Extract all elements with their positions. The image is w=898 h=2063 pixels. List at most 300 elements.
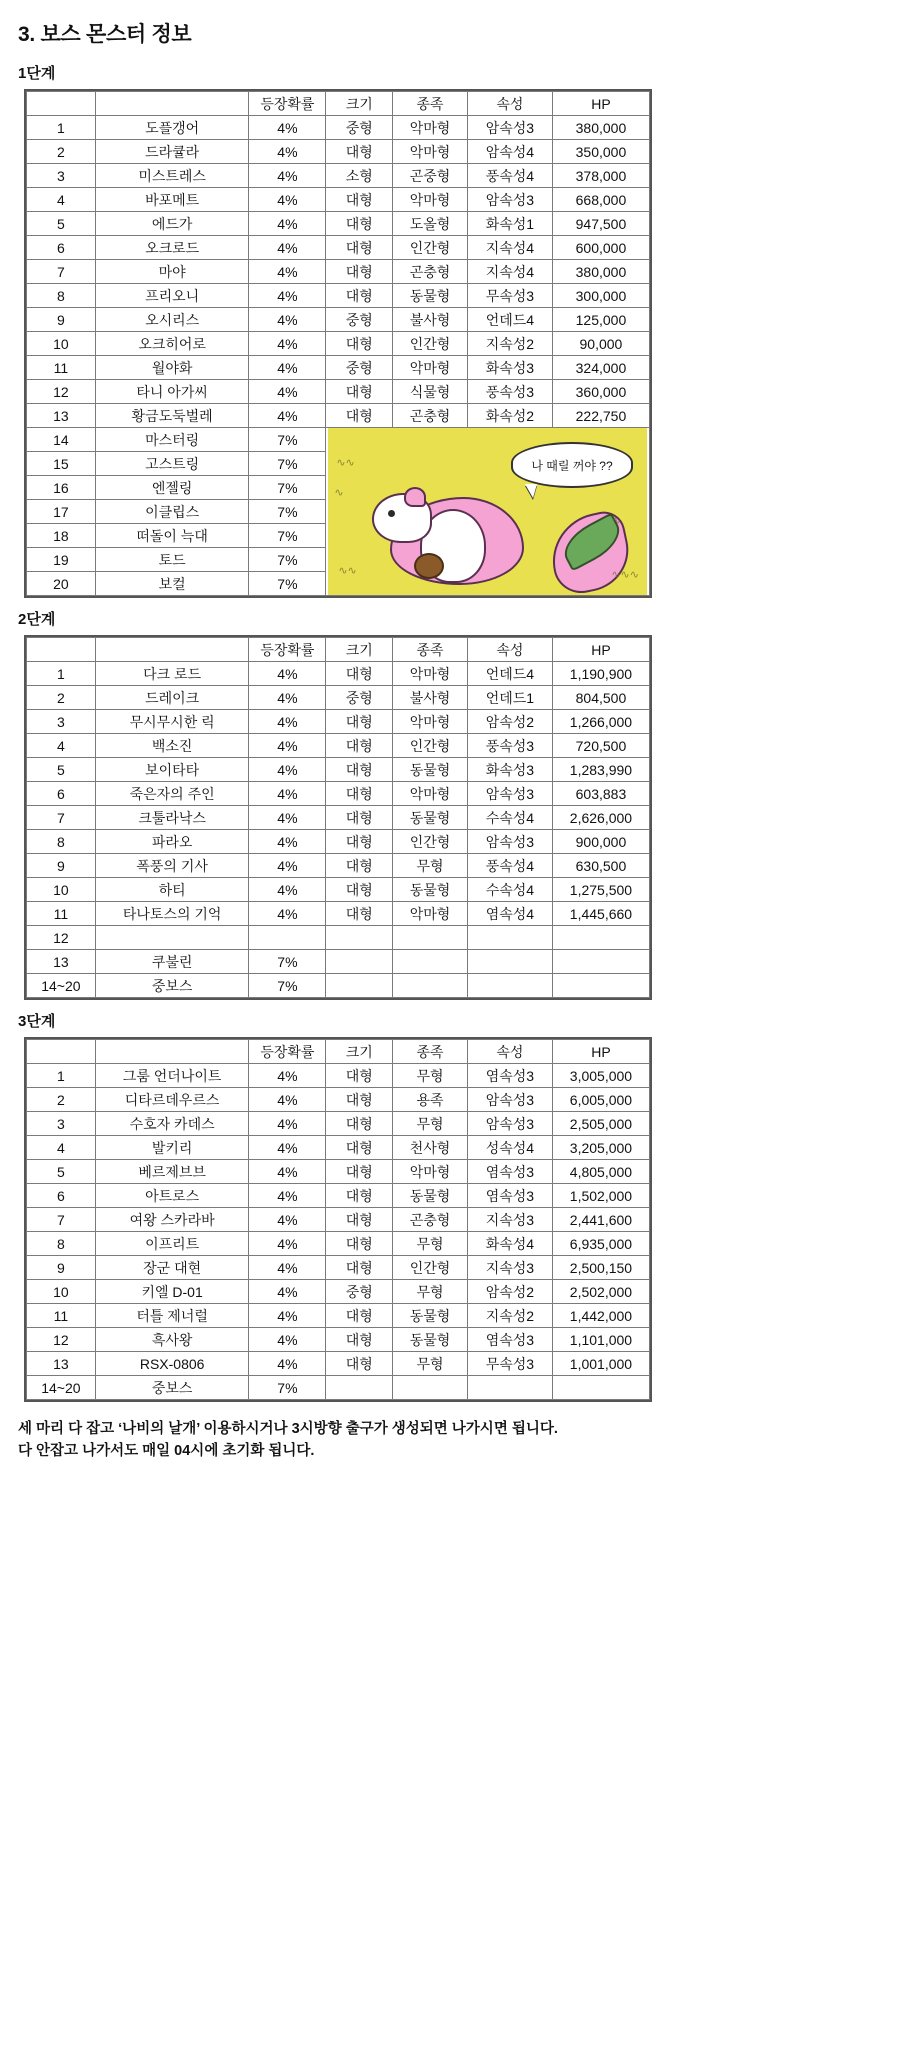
cell-rate: 7%: [249, 572, 326, 596]
cell-rate: 4%: [249, 1160, 326, 1184]
cell-hp: 300,000: [552, 284, 649, 308]
cell-index: 16: [27, 476, 96, 500]
cell-attr: 언데드4: [467, 308, 552, 332]
cell-index: 2: [27, 140, 96, 164]
cell-race: 무형: [393, 1280, 468, 1304]
cell-rate: 4%: [249, 308, 326, 332]
scribble-mark: ∿∿: [336, 457, 355, 469]
cell-rate: 4%: [249, 1184, 326, 1208]
cell-rate: 7%: [249, 452, 326, 476]
cell-name: 이클립스: [95, 500, 249, 524]
cell-attr: 염속성3: [467, 1160, 552, 1184]
cell-name: 다크 로드: [95, 662, 249, 686]
cell-index: 9: [27, 308, 96, 332]
cell-rate: 4%: [249, 1352, 326, 1376]
cell-index: 20: [27, 572, 96, 596]
table-row: [27, 188, 650, 212]
footer-note: [18, 1418, 898, 1463]
table-row: [27, 356, 650, 380]
cell-hp: 804,500: [552, 686, 649, 710]
cell-name: 쿠불린: [95, 950, 249, 974]
cell-hp: 3,005,000: [552, 1064, 649, 1088]
cell-index: 1: [27, 116, 96, 140]
cell-race: 악마형: [393, 140, 468, 164]
cell-hp: 1,101,000: [552, 1328, 649, 1352]
cell-size: 대형: [326, 140, 393, 164]
cell-attr: 암속성3: [467, 830, 552, 854]
column-header-name: [95, 1040, 249, 1064]
cell-race: 무형: [393, 1064, 468, 1088]
cell-name: 그룸 언더나이트: [95, 1064, 249, 1088]
cell-hp: 720,500: [552, 734, 649, 758]
cell-size: 대형: [326, 1160, 393, 1184]
cell-size: 대형: [326, 380, 393, 404]
cell-rate: 4%: [249, 164, 326, 188]
cell-race: 동물형: [393, 1184, 468, 1208]
cell-attr: 지속성2: [467, 332, 552, 356]
column-header-size: 크기: [326, 1040, 393, 1064]
cell-index: 8: [27, 284, 96, 308]
cell-race: [393, 926, 468, 950]
cell-rate: 4%: [249, 710, 326, 734]
column-header-hp: HP: [552, 1040, 649, 1064]
cell-hp: [552, 926, 649, 950]
column-header-size: 크기: [326, 92, 393, 116]
cell-name: 수호자 카데스: [95, 1112, 249, 1136]
table-header-row: [27, 1040, 650, 1064]
cell-hp: 2,626,000: [552, 806, 649, 830]
cell-index: 13: [27, 404, 96, 428]
cell-name: 오크로드: [95, 236, 249, 260]
cell-race: 도올형: [393, 212, 468, 236]
cell-hp: 3,205,000: [552, 1136, 649, 1160]
cell-index: 4: [27, 734, 96, 758]
table-row: [27, 854, 650, 878]
cell-size: 대형: [326, 758, 393, 782]
cell-size: 대형: [326, 1064, 393, 1088]
cell-name: 하티: [95, 878, 249, 902]
table-row: [27, 380, 650, 404]
cell-race: 천사형: [393, 1136, 468, 1160]
cell-index: 9: [27, 854, 96, 878]
cell-race: 인간형: [393, 332, 468, 356]
cell-rate: 4%: [249, 734, 326, 758]
cell-rate: 7%: [249, 476, 326, 500]
cell-hp: 1,445,660: [552, 902, 649, 926]
cell-index: 15: [27, 452, 96, 476]
cell-size: [326, 1376, 393, 1400]
column-header-rate: 등장확률: [249, 1040, 326, 1064]
cell-hp: [552, 950, 649, 974]
boss-table-stage2: [24, 635, 652, 1000]
cell-size: 중형: [326, 356, 393, 380]
table-row: [27, 332, 650, 356]
cell-index: 3: [27, 164, 96, 188]
table-row: [27, 428, 650, 452]
cell-size: 대형: [326, 662, 393, 686]
table-row: [27, 1352, 650, 1376]
cell-rate: [249, 926, 326, 950]
cell-name: 장군 대현: [95, 1256, 249, 1280]
cell-name: 무시무시한 릭: [95, 710, 249, 734]
cell-race: 동물형: [393, 758, 468, 782]
squirrel-ear: [404, 487, 426, 507]
cell-name: 파라오: [95, 830, 249, 854]
cell-hp: 380,000: [552, 260, 649, 284]
scribble-mark: ∿∿: [338, 565, 357, 577]
cell-attr: 염속성3: [467, 1184, 552, 1208]
cell-race: 곤충형: [393, 404, 468, 428]
table-row: [27, 806, 650, 830]
cell-attr: [467, 1376, 552, 1400]
column-header-name: [95, 638, 249, 662]
table-row: [27, 1208, 650, 1232]
cell-rate: 7%: [249, 524, 326, 548]
page-title: 3. 보스 몬스터 정보: [18, 23, 192, 46]
cell-size: 대형: [326, 878, 393, 902]
column-header-index: [27, 638, 96, 662]
cell-hp: [552, 974, 649, 998]
cell-attr: [467, 950, 552, 974]
cell-attr: 언데드4: [467, 662, 552, 686]
cell-rate: 4%: [249, 188, 326, 212]
cell-attr: 암속성3: [467, 116, 552, 140]
table-row: [27, 926, 650, 950]
cell-size: 대형: [326, 1136, 393, 1160]
cell-name: 백소진: [95, 734, 249, 758]
cell-race: 무형: [393, 1352, 468, 1376]
table-row: [27, 782, 650, 806]
cell-size: 대형: [326, 1208, 393, 1232]
cell-hp: 947,500: [552, 212, 649, 236]
cell-name: [95, 926, 249, 950]
cell-attr: 암속성3: [467, 1088, 552, 1112]
squirrel-meme-image: [326, 428, 650, 596]
cell-race: 인간형: [393, 1256, 468, 1280]
cell-name: 폭풍의 기사: [95, 854, 249, 878]
cell-name: 타나토스의 기억: [95, 902, 249, 926]
cell-size: 대형: [326, 734, 393, 758]
cell-rate: 4%: [249, 236, 326, 260]
cell-race: 무형: [393, 1112, 468, 1136]
cell-race: [393, 1376, 468, 1400]
footer-line-1: 세 마리 다 잡고 ‘나비의 날개’ 이용하시거나 3시방향 출구가 생성되면 나가시면 됩니다.: [18, 1421, 558, 1437]
cell-size: 중형: [326, 308, 393, 332]
cell-index: 1: [27, 1064, 96, 1088]
cell-name: 중보스: [95, 1376, 249, 1400]
cell-index: 10: [27, 1280, 96, 1304]
table-row: [27, 1304, 650, 1328]
table-row: [27, 1088, 650, 1112]
column-header-size: 크기: [326, 638, 393, 662]
cell-hp: 2,505,000: [552, 1112, 649, 1136]
cell-rate: 4%: [249, 332, 326, 356]
cell-attr: 암속성2: [467, 710, 552, 734]
column-header-attr: 속성: [467, 1040, 552, 1064]
cell-name: 미스트레스: [95, 164, 249, 188]
table-row: [27, 164, 650, 188]
table-row: [27, 1376, 650, 1400]
cell-name: 발키리: [95, 1136, 249, 1160]
cell-hp: 1,190,900: [552, 662, 649, 686]
cell-index: 10: [27, 878, 96, 902]
cell-race: 곤중형: [393, 164, 468, 188]
cell-attr: 지속성3: [467, 1256, 552, 1280]
cell-index: 5: [27, 758, 96, 782]
cell-race: [393, 950, 468, 974]
cell-index: 3: [27, 710, 96, 734]
cell-rate: 4%: [249, 1064, 326, 1088]
cell-name: 마스터링: [95, 428, 249, 452]
cell-race: [393, 974, 468, 998]
cell-rate: 4%: [249, 1304, 326, 1328]
cell-hp: [552, 1376, 649, 1400]
cell-attr: 화속성3: [467, 356, 552, 380]
cell-size: 대형: [326, 1304, 393, 1328]
cell-index: 6: [27, 782, 96, 806]
cell-index: 1: [27, 662, 96, 686]
cell-hp: 600,000: [552, 236, 649, 260]
cell-attr: 무속성3: [467, 1352, 552, 1376]
cell-race: 불사형: [393, 308, 468, 332]
cell-name: 토드: [95, 548, 249, 572]
cell-name: 도플갱어: [95, 116, 249, 140]
column-header-name: [95, 92, 249, 116]
cell-race: 용족: [393, 1088, 468, 1112]
cell-race: 동물형: [393, 806, 468, 830]
cell-race: 곤충형: [393, 260, 468, 284]
cell-rate: 7%: [249, 548, 326, 572]
cell-index: 9: [27, 1256, 96, 1280]
table-row: [27, 686, 650, 710]
cell-index: 4: [27, 1136, 96, 1160]
column-header-race: 종족: [393, 1040, 468, 1064]
cell-race: 무형: [393, 1232, 468, 1256]
cell-size: 중형: [326, 1280, 393, 1304]
cell-name: 디타르데우르스: [95, 1088, 249, 1112]
cell-index: 13: [27, 950, 96, 974]
table-row: [27, 404, 650, 428]
cell-rate: 7%: [249, 428, 326, 452]
cell-rate: 4%: [249, 1088, 326, 1112]
cell-size: 소형: [326, 164, 393, 188]
cell-index: 19: [27, 548, 96, 572]
cell-size: [326, 974, 393, 998]
cell-rate: 4%: [249, 1112, 326, 1136]
cell-hp: 900,000: [552, 830, 649, 854]
cell-hp: 630,500: [552, 854, 649, 878]
cell-rate: 4%: [249, 140, 326, 164]
cell-name: 월야화: [95, 356, 249, 380]
cell-rate: 4%: [249, 356, 326, 380]
cell-size: 대형: [326, 188, 393, 212]
cell-index: 12: [27, 1328, 96, 1352]
table-row: [27, 212, 650, 236]
cell-hp: 6,935,000: [552, 1232, 649, 1256]
cell-rate: 4%: [249, 1328, 326, 1352]
cell-attr: 풍속성3: [467, 734, 552, 758]
table-row: [27, 710, 650, 734]
cell-index: 10: [27, 332, 96, 356]
cell-rate: 4%: [249, 260, 326, 284]
cell-attr: 염속성3: [467, 1064, 552, 1088]
cell-name: 키엘 D-01: [95, 1280, 249, 1304]
column-header-race: 종족: [393, 92, 468, 116]
cell-attr: 암속성4: [467, 140, 552, 164]
table-row: [27, 236, 650, 260]
cell-size: 대형: [326, 710, 393, 734]
cell-attr: 수속성4: [467, 878, 552, 902]
cell-name: 여왕 스카라바: [95, 1208, 249, 1232]
cell-race: 악마형: [393, 902, 468, 926]
cell-hp: 1,001,000: [552, 1352, 649, 1376]
cell-race: 동물형: [393, 878, 468, 902]
cell-hp: 90,000: [552, 332, 649, 356]
cell-index: 2: [27, 686, 96, 710]
cell-hp: 2,500,150: [552, 1256, 649, 1280]
table-row: [27, 830, 650, 854]
cell-index: 14~20: [27, 974, 96, 998]
cell-index: 4: [27, 188, 96, 212]
cell-attr: 암속성2: [467, 1280, 552, 1304]
column-header-attr: 속성: [467, 638, 552, 662]
table-row: [27, 1112, 650, 1136]
cell-index: 8: [27, 830, 96, 854]
cell-race: 인간형: [393, 236, 468, 260]
cell-attr: 풍속성4: [467, 164, 552, 188]
cell-index: 12: [27, 926, 96, 950]
cell-name: 떠돌이 늑대: [95, 524, 249, 548]
table-header-row: [27, 638, 650, 662]
cell-hp: 360,000: [552, 380, 649, 404]
cell-index: 6: [27, 1184, 96, 1208]
cell-hp: 1,275,500: [552, 878, 649, 902]
cell-rate: 4%: [249, 1208, 326, 1232]
table-row: [27, 284, 650, 308]
cell-name: RSX-0806: [95, 1352, 249, 1376]
cell-rate: 4%: [249, 1232, 326, 1256]
table-row: [27, 758, 650, 782]
cell-index: 6: [27, 236, 96, 260]
column-header-rate: 등장확률: [249, 638, 326, 662]
cell-name: 오시리스: [95, 308, 249, 332]
cell-rate: 4%: [249, 830, 326, 854]
cell-rate: 4%: [249, 854, 326, 878]
cell-index: 3: [27, 1112, 96, 1136]
cell-rate: 4%: [249, 686, 326, 710]
cell-size: 대형: [326, 212, 393, 236]
cell-index: 5: [27, 212, 96, 236]
table-row: [27, 950, 650, 974]
cell-race: 악마형: [393, 356, 468, 380]
cell-rate: 4%: [249, 878, 326, 902]
cell-size: 대형: [326, 284, 393, 308]
cell-race: 동물형: [393, 1328, 468, 1352]
scribble-mark: ∿: [334, 487, 344, 499]
section-label-stage3: 3단계: [18, 1013, 56, 1030]
table-row: [27, 902, 650, 926]
table-row: [27, 662, 650, 686]
cell-rate: 4%: [249, 404, 326, 428]
cell-attr: 무속성3: [467, 284, 552, 308]
cell-name: 바포메트: [95, 188, 249, 212]
column-header-attr: 속성: [467, 92, 552, 116]
cell-hp: 1,502,000: [552, 1184, 649, 1208]
cell-hp: 1,442,000: [552, 1304, 649, 1328]
cell-index: 8: [27, 1232, 96, 1256]
cell-hp: 1,283,990: [552, 758, 649, 782]
cell-attr: 지속성4: [467, 260, 552, 284]
cell-attr: 염속성4: [467, 902, 552, 926]
table-row: [27, 140, 650, 164]
cell-attr: 화속성4: [467, 1232, 552, 1256]
scribble-mark: ∿: [611, 515, 621, 527]
cell-name: 마야: [95, 260, 249, 284]
cell-index: 11: [27, 1304, 96, 1328]
cell-size: 대형: [326, 260, 393, 284]
cell-rate: 7%: [249, 950, 326, 974]
cell-attr: 화속성1: [467, 212, 552, 236]
cell-attr: 지속성2: [467, 1304, 552, 1328]
cell-size: 대형: [326, 1328, 393, 1352]
boss-table-stage3: [24, 1037, 652, 1402]
cell-size: 대형: [326, 830, 393, 854]
table-row: [27, 1280, 650, 1304]
cell-rate: 7%: [249, 500, 326, 524]
cell-size: 대형: [326, 806, 393, 830]
cell-hp: 350,000: [552, 140, 649, 164]
cell-name: 오크히어로: [95, 332, 249, 356]
cell-rate: 4%: [249, 212, 326, 236]
cell-race: 악마형: [393, 1160, 468, 1184]
cell-hp: 6,005,000: [552, 1088, 649, 1112]
cell-size: [326, 926, 393, 950]
cell-index: 18: [27, 524, 96, 548]
cell-name: 엔젤링: [95, 476, 249, 500]
cell-attr: [467, 974, 552, 998]
cell-name: 에드가: [95, 212, 249, 236]
cell-race: 악마형: [393, 710, 468, 734]
cell-rate: 4%: [249, 116, 326, 140]
cell-rate: 4%: [249, 284, 326, 308]
cell-name: 고스트링: [95, 452, 249, 476]
speech-bubble-text: 나 때릴 꺼야 ??: [511, 442, 633, 488]
cell-rate: 4%: [249, 662, 326, 686]
cell-size: 대형: [326, 404, 393, 428]
cell-rate: 4%: [249, 758, 326, 782]
table-row: [27, 1064, 650, 1088]
column-header-race: 종족: [393, 638, 468, 662]
cell-hp: 222,750: [552, 404, 649, 428]
cell-index: 11: [27, 356, 96, 380]
cell-size: 대형: [326, 332, 393, 356]
table-row: [27, 878, 650, 902]
column-header-index: [27, 92, 96, 116]
cell-rate: 4%: [249, 1280, 326, 1304]
cell-race: 동물형: [393, 1304, 468, 1328]
cell-attr: 암속성3: [467, 1112, 552, 1136]
cell-attr: 성속성4: [467, 1136, 552, 1160]
cell-size: 대형: [326, 782, 393, 806]
cell-rate: 4%: [249, 1256, 326, 1280]
footer-line-2: 다 안잡고 나가서도 매일 04시에 초기화 됩니다.: [18, 1443, 315, 1460]
table-row: [27, 1136, 650, 1160]
cell-name: 흑사왕: [95, 1328, 249, 1352]
cell-size: [326, 950, 393, 974]
cell-race: 악마형: [393, 782, 468, 806]
cell-index: 11: [27, 902, 96, 926]
cell-size: 대형: [326, 1088, 393, 1112]
